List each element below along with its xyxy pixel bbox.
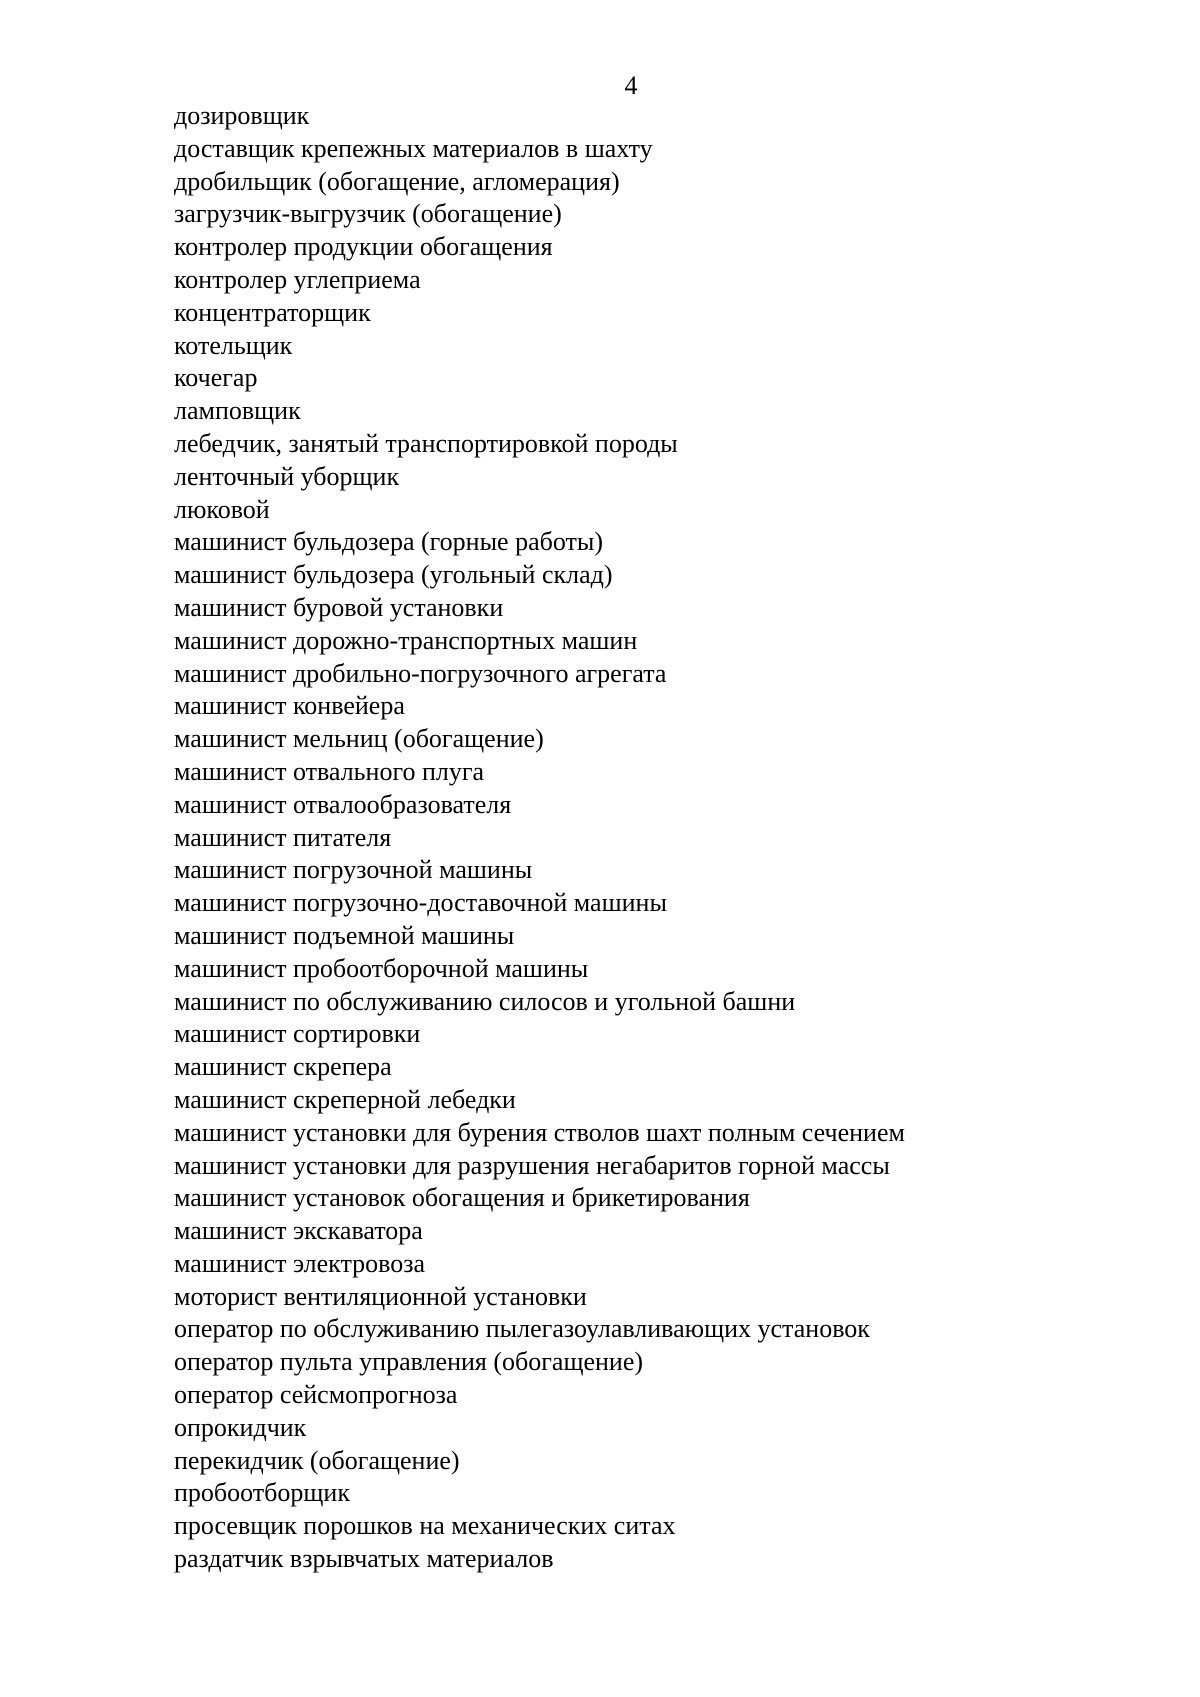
list-item: оператор сейсмопрогноза [174, 1380, 458, 1410]
list-item: дозировщик [174, 101, 310, 130]
profession-list [174, 100, 1164, 1576]
list-item: пробоотборщик [174, 1478, 350, 1508]
list-item: машинист погрузочной машины [174, 855, 533, 885]
page-number: 4 [624, 71, 638, 100]
list-item: машинист подъемной машины [174, 920, 515, 950]
list-item: машинист дорожно-транспортных машин [174, 625, 638, 655]
list-item: дробильщик (обогащение, агломерация) [174, 166, 620, 196]
list-item: машинист экскаватора [174, 1216, 423, 1246]
list-item: машинист скрепера [174, 1052, 392, 1082]
list-item: концентраторщик [174, 297, 371, 327]
list-item: машинист установки для бурения стволов шахт полным сечением [174, 1117, 905, 1147]
list-item: машинист установки для разрушения негабаритов горной массы [174, 1150, 890, 1180]
list-item: машинист отвалообразователя [174, 789, 512, 819]
list-item: котельщик [174, 330, 293, 360]
list-item: опрокидчик [174, 1412, 307, 1442]
list-item: машинист дробильно-погрузочного агрегата [174, 658, 667, 688]
list-item: раздатчик взрывчатых материалов [174, 1544, 554, 1574]
list-item: перекидчик (обогащение) [174, 1445, 460, 1475]
list-item: машинист бульдозера (угольный склад) [174, 560, 613, 590]
list-item: машинист питателя [174, 822, 392, 852]
list-item: оператор пульта управления (обогащение) [174, 1347, 644, 1377]
list-item: лебедчик, занятый транспортировкой породы [174, 428, 678, 458]
list-item: моторист вентиляционной установки [174, 1281, 587, 1311]
list-item: машинист электровоза [174, 1248, 426, 1278]
list-item: машинист мельниц (обогащение) [174, 724, 544, 754]
list-item: машинист сортировки [174, 1019, 421, 1049]
list-item: машинист по обслуживанию силосов и угольной башни [174, 986, 796, 1016]
list-item: ленточный уборщик [174, 461, 400, 491]
list-item: контролер углеприема [174, 264, 421, 294]
list-item: машинист погрузочно-доставочной машины [174, 888, 667, 918]
list-item: загрузчик-выгрузчик (обогащение) [174, 199, 562, 229]
list-item: машинист буровой установки [174, 592, 504, 622]
list-item: машинист пробоотборочной машины [174, 953, 589, 983]
list-item: машинист бульдозера (горные работы) [174, 527, 603, 557]
list-item: машинист отвального плуга [174, 756, 485, 786]
list-item: машинист скреперной лебедки [174, 1084, 516, 1114]
list-item: машинист установок обогащения и брикетирования [174, 1183, 750, 1213]
list-item: машинист конвейера [174, 691, 405, 721]
list-item: доставщик крепежных материалов в шахту [174, 133, 653, 163]
list-item: кочегар [174, 363, 258, 393]
list-item: люковой [174, 494, 270, 524]
list-item: ламповщик [174, 396, 301, 426]
list-item: контролер продукции обогащения [174, 232, 553, 262]
list-item: оператор по обслуживанию пылегазоулавливающих установок [174, 1314, 870, 1344]
list-item: просевщик порошков на механических ситах [174, 1511, 676, 1541]
